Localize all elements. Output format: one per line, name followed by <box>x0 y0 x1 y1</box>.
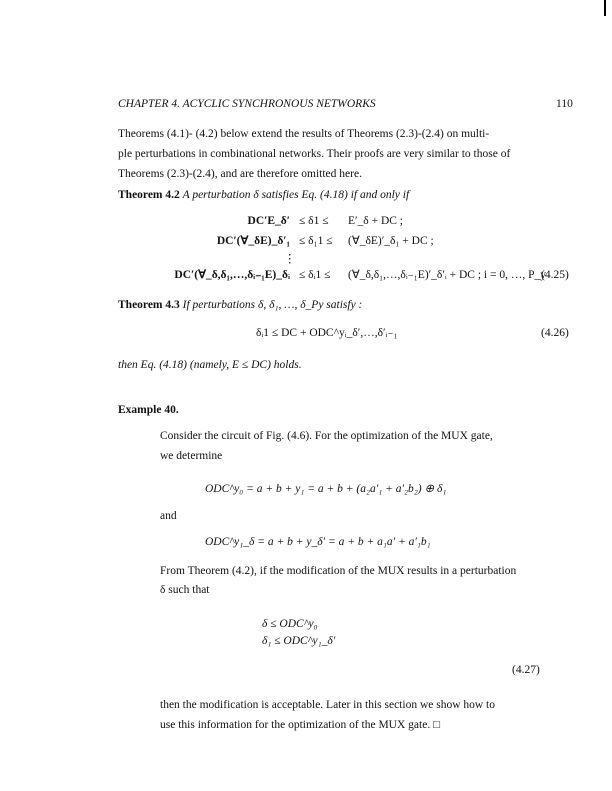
equation: δ₁ ≤ ODC^y₁_δ′ <box>262 635 336 647</box>
equation: ODC^y₀ = a + b + y₁ = a + b + (a₂a′₁ + a′₂b₂) ⊕ δ₁ <box>205 483 447 495</box>
theorem-4-2 <box>118 188 409 202</box>
eq-row-right: (∀_δE)′_δ₁ + DC ; <box>348 235 434 247</box>
eq-row-mid: ≤ δ1 ≤ <box>299 215 329 227</box>
running-header: CHAPTER 4. ACYCLIC SYNCHRONOUS NETWORKS <box>118 98 376 110</box>
eq-row-left: DC′(∀_δ,δ₁,…,δᵢ₋₁E)_δᵢ <box>174 269 290 281</box>
eq-row-left: DC′E_δ′ <box>247 215 290 227</box>
example-line: and <box>160 510 177 522</box>
theorem-conclusion: then Eq. (4.18) (namely, E ≤ DC) holds. <box>118 359 302 371</box>
example-line: then the modification is acceptable. Later in this section we show how to <box>160 699 496 711</box>
equation: δᵢ1 ≤ DC + ODC^yᵢ_δ′,…,δ′ᵢ₋₁ <box>256 327 398 339</box>
example-line: Consider the circuit of Fig. (4.6). For the optimization of the MUX gate, <box>160 430 493 442</box>
theorem-statement: If perturbations δ, δ₁, …, δ_Py satisfy : <box>182 299 363 311</box>
scan-edge-mark <box>604 0 606 16</box>
intro-line: Theorems (2.3)-(2.4), and are therefore omitted here. <box>118 168 362 180</box>
equation: ODC^y₁_δ = a + b + y_δ′ = a + b + a₁a′ + a′₁b₁ <box>205 536 431 548</box>
intro-line: Theorems (4.1)- (4.2) below extend the results of Theorems (2.3)-(2.4) on multi- <box>118 128 490 140</box>
intro-line: ple perturbations in combinational networks. Their proofs are very similar to those of <box>118 148 511 160</box>
vertical-ellipsis: ⋮ <box>284 253 296 265</box>
theorem-label: Theorem 4.3 <box>118 299 180 311</box>
equation-number: (4.25) <box>541 269 569 281</box>
theorem-4-3 <box>118 298 362 312</box>
equation-number: (4.27) <box>512 664 540 676</box>
example-title: Example 40. <box>118 404 179 416</box>
example-line: we determine <box>160 450 223 462</box>
theorem-statement: A perturbation δ satisfies Eq. (4.18) if and only if <box>182 189 410 201</box>
example-line: δ such that <box>160 584 210 596</box>
example-line: From Theorem (4.2), if the modification of the MUX results in a perturbation <box>160 565 517 577</box>
eq-row-mid: ≤ δᵢ1 ≤ <box>299 269 331 281</box>
eq-row-mid: ≤ δ₁1 ≤ <box>299 235 333 247</box>
eq-row-right: E′_δ + DC ; <box>348 215 403 227</box>
page-number: 110 <box>556 98 573 110</box>
equation: δ ≤ ODC^y₀ <box>262 618 318 630</box>
eq-row-right: (∀_δ,δ₁,…,δᵢ₋₁E)′_δ′ᵢ + DC ; i = 0, …, P_y <box>348 269 546 281</box>
theorem-label: Theorem 4.2 <box>118 189 180 201</box>
example-line: use this information for the optimization of the MUX gate. □ <box>160 719 441 731</box>
eq-row-left: DC′(∀_δE)_δ′₁ <box>216 235 290 247</box>
equation-number: (4.26) <box>541 327 569 339</box>
